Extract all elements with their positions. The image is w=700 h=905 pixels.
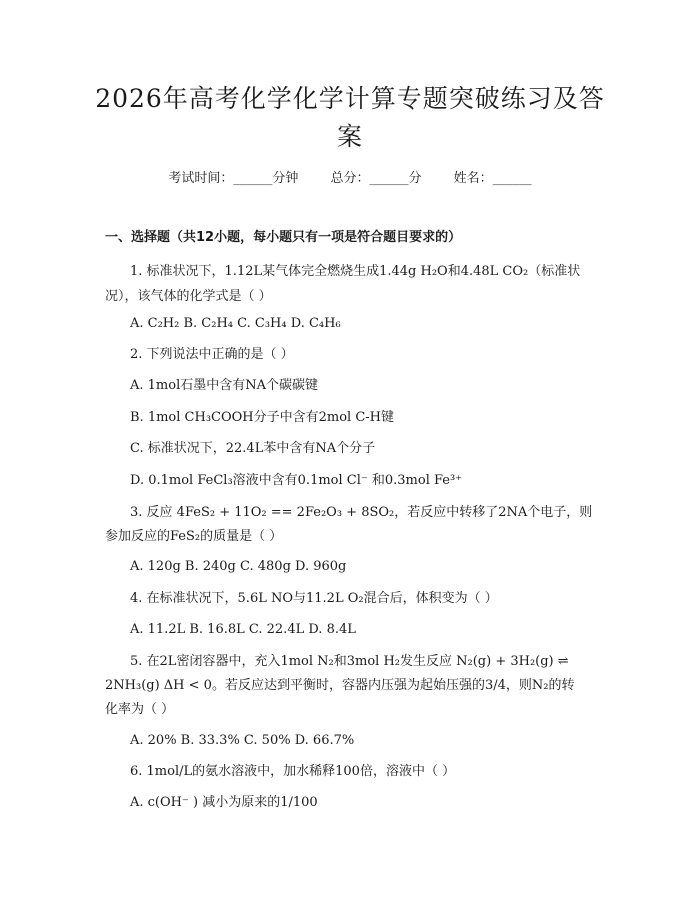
q5-stem-line3: 化率为（ ） — [105, 702, 175, 717]
q1-stem-line1: 1. 标准状况下，1.12L某气体完全燃烧生成1.44g H₂O和4.48L CO₂（标准状 — [130, 264, 581, 279]
q4-stem: 4. 在标准状况下，5.6L NO与11.2L O₂混合后，体积变为（ ） — [130, 591, 498, 606]
title-line-2: 案 — [336, 122, 363, 151]
q2-option-b: B. 1mol CH₃COOH分子中含有2mol C-H键 — [130, 410, 395, 425]
q5-options: A. 20% B. 33.3% C. 50% D. 66.7% — [130, 733, 355, 748]
q1-stem-line2: 况），该气体的化学式是（ ） — [105, 289, 272, 304]
q2-option-a: A. 1mol石墨中含有NA个碳碳键 — [130, 378, 318, 393]
title-line-1: 2026年高考化学化学计算专题突破练习及答 — [95, 84, 605, 113]
page-title — [80, 80, 620, 156]
q3-options: A. 120g B. 240g C. 480g D. 960g — [130, 559, 347, 574]
q6-option-a: A. c(OH⁻ ) 减小为原来的1/100 — [130, 795, 318, 810]
q1-options: A. C₂H₂ B. C₂H₄ C. C₃H₄ D. C₄H₆ — [130, 316, 341, 331]
section-heading: 一、选择题（共12小题，每小题只有一项是符合题目要求的） — [105, 230, 462, 245]
exam-time: 考试时间：______分钟 — [168, 171, 299, 186]
q2-option-c: C. 标准状况下，22.4L苯中含有NA个分子 — [130, 441, 376, 456]
q2-option-d: D. 0.1mol FeCl₃溶液中含有0.1mol Cl⁻ 和0.3mol Fe³⁺ — [130, 473, 463, 488]
q5-stem-line2: 2NH₃(g) ΔH < 0。若反应达到平衡时，容器内压强为起始压强的3/4，则N₂的转 — [105, 678, 575, 693]
exam-score: 总分：______分 — [330, 171, 422, 186]
q4-options: A. 11.2L B. 16.8L C. 22.4L D. 8.4L — [130, 622, 356, 637]
q5-stem-line1: 5. 在2L密闭容器中，充入1mol N₂和3mol H₂发生反应 N₂(g) + 3H₂(g) ⇌ — [130, 654, 569, 669]
q3-stem-line2: 参加反应的FeS₂的质量是（ ） — [105, 529, 283, 544]
q2-stem: 2. 下列说法中正确的是（ ） — [130, 347, 294, 362]
q3-stem-line1: 3. 反应 4FeS₂ + 11O₂ == 2Fe₂O₃ + 8SO₂，若反应中转移了2NA个电子，则 — [130, 505, 593, 520]
q6-stem: 6. 1mol/L的氨水溶液中，加水稀释100倍，溶液中（ ） — [130, 764, 456, 779]
exam-name: 姓名：______ — [453, 171, 532, 186]
exam-meta — [0, 167, 700, 186]
